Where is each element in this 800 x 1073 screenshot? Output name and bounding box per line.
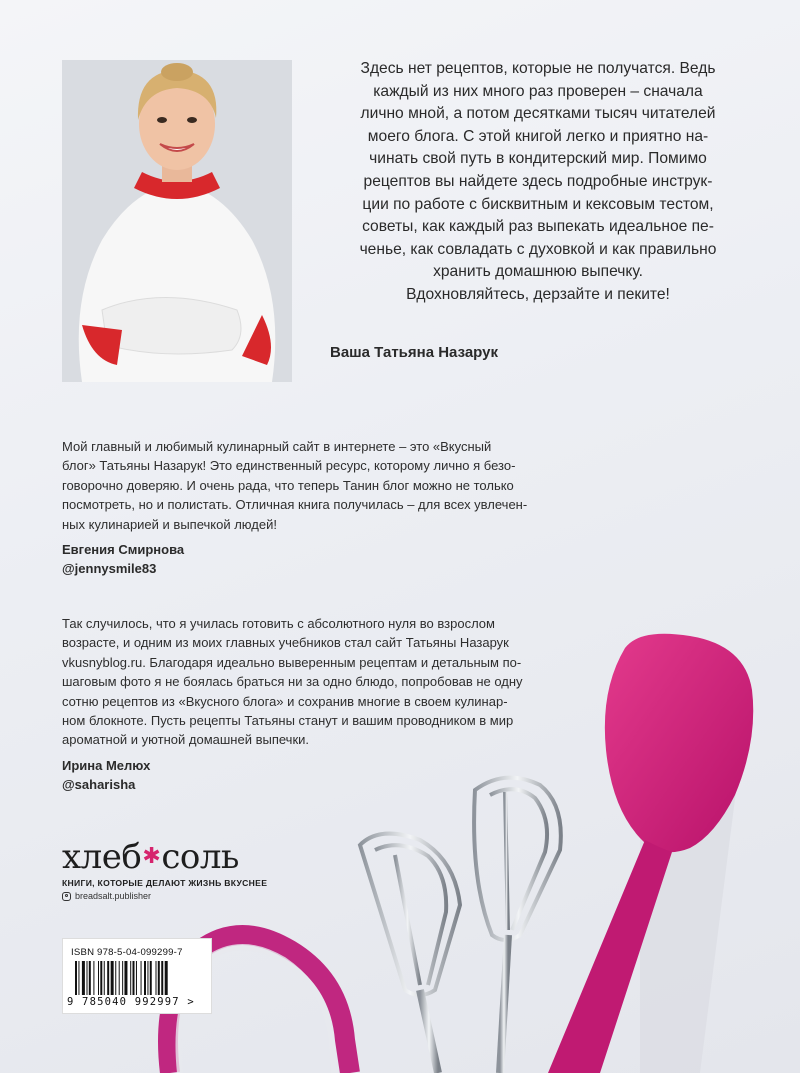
reviewer-handle: @jennysmile83 xyxy=(62,561,157,576)
isbn-barcode xyxy=(62,938,212,1014)
barcode-stripe xyxy=(156,961,157,995)
review-line: ных кулинарией и выпечкой людей! xyxy=(62,516,277,532)
review-line: vkusnyblog.ru. Благодаря идеально выверенным рецептам и детальным по- xyxy=(62,654,522,670)
barcode-stripe xyxy=(161,961,163,995)
barcode-stripe xyxy=(147,961,148,995)
review-line: Так случилось, что я училась готовить с абсолютного нуля во взрослом xyxy=(62,616,495,631)
whisk-right xyxy=(474,778,561,1073)
barcode-stripe xyxy=(165,961,168,995)
review-author xyxy=(62,540,184,578)
reviewer-name: Ирина Мелюх xyxy=(62,758,151,773)
publisher-instagram xyxy=(62,891,267,901)
review-line: блог» Татьяны Назарук! Это единственный ресурс, которому лично я безо- xyxy=(62,458,516,474)
logo-word-right: соль xyxy=(161,837,239,877)
intro-line: чинать свой путь в кондитерский мир. Помимо xyxy=(369,150,707,168)
barcode-stripe xyxy=(78,961,79,995)
instagram-handle: breadsalt.publisher xyxy=(75,891,152,901)
barcode-stripe xyxy=(133,961,135,995)
review-line: говорочно доверяю. И очень рада, что теперь Танин блог можно не только xyxy=(62,477,514,493)
review-line: Мой главный и любимый кулинарный сайт в интернете – это «Вкусный xyxy=(62,439,492,454)
review-line: ароматной и уютной домашней выпечки. xyxy=(62,732,309,748)
review-line: возрасте, и одним из моих главных учебников стал сайт Татьяны Назарук xyxy=(62,635,509,651)
barcode-stripe xyxy=(136,961,137,995)
reviewer-name: Евгения Смирнова xyxy=(62,542,185,557)
chef-portrait-icon xyxy=(62,60,292,382)
barcode-stripe xyxy=(104,961,105,995)
review-line: ном блокноте. Пусть рецепты Татьяны станут и вашим проводником в мир xyxy=(62,713,514,729)
barcode-stripe xyxy=(98,961,99,995)
review-line: шаговым фото я не боялась браться ни за одно блюдо, попробовав не одну xyxy=(62,674,523,690)
barcode-digits: 9 785040 992997 > xyxy=(67,996,195,1008)
intro-line: лично мной, а потом десятками тысяч читателей xyxy=(360,105,716,123)
review-line: посмотреть, но и полистать. Отличная книга получилась – для всех увлечен- xyxy=(62,497,528,513)
barcode-stripe xyxy=(107,961,109,995)
barcode-icon xyxy=(75,961,199,995)
review-text xyxy=(62,437,562,534)
intro-line: моего блога. С этой книгой легко и приятно на- xyxy=(367,127,709,145)
barcode-stripe xyxy=(150,961,152,995)
asterisk-icon: ✱ xyxy=(142,844,161,869)
intro-line: ции по работе с бисквитным и кексовым тестом, xyxy=(362,195,714,213)
intro-line: советы, как каждый раз выпекать идеальное пе- xyxy=(362,218,714,236)
barcode-stripe xyxy=(111,961,114,995)
publisher-tagline: КНИГИ, КОТОРЫЕ ДЕЛАЮТ ЖИЗНЬ ВКУСНЕЕ xyxy=(62,878,268,888)
barcode-stripe xyxy=(122,961,123,995)
author-photo xyxy=(62,60,292,382)
barcode-stripe xyxy=(141,961,142,995)
intro-line: рецептов вы найдете здесь подробные инструк- xyxy=(363,172,713,190)
author-signature: Ваша Татьяна Назарук xyxy=(330,344,498,361)
review-line: сотню рецептов из «Вкусного блога» и сохранив многие в своем кулинар- xyxy=(62,693,508,709)
reviewer-handle: @saharisha xyxy=(62,777,136,792)
review-text xyxy=(62,614,562,750)
publisher-wordmark xyxy=(62,838,267,876)
barcode-stripe xyxy=(115,961,116,995)
intro-line: Здесь нет рецептов, которые не получатся. Ведь xyxy=(360,60,716,77)
barcode-stripe xyxy=(158,961,160,995)
intro-line: Вдохновляйтесь, дерзайте и пеките! xyxy=(406,285,670,303)
isbn-number: ISBN 978-5-04-099299-7 xyxy=(71,947,183,958)
barcode-stripe xyxy=(75,961,77,995)
intro-text xyxy=(318,58,758,307)
barcode-stripe xyxy=(100,961,102,995)
intro-line: ченье, как совладать с духовкой и как правильно xyxy=(359,240,717,258)
barcode-stripe xyxy=(124,961,127,995)
barcode-stripe xyxy=(119,961,120,995)
barcode-stripe xyxy=(130,961,131,995)
whisk-left xyxy=(360,834,460,1073)
publisher-logo xyxy=(62,838,267,901)
barcode-stripe xyxy=(87,961,88,995)
barcode-stripe xyxy=(144,961,146,995)
barcode-stripe xyxy=(93,961,94,995)
intro-line: хранить домашнюю выпечку. xyxy=(433,263,643,281)
barcode-stripe xyxy=(82,961,85,995)
barcode-stripe xyxy=(89,961,91,995)
review-author xyxy=(62,756,150,794)
instagram-icon xyxy=(62,892,71,901)
logo-word-left: хлеб xyxy=(62,837,142,877)
intro-line: каждый из них много раз проверен – сначала xyxy=(373,82,703,100)
